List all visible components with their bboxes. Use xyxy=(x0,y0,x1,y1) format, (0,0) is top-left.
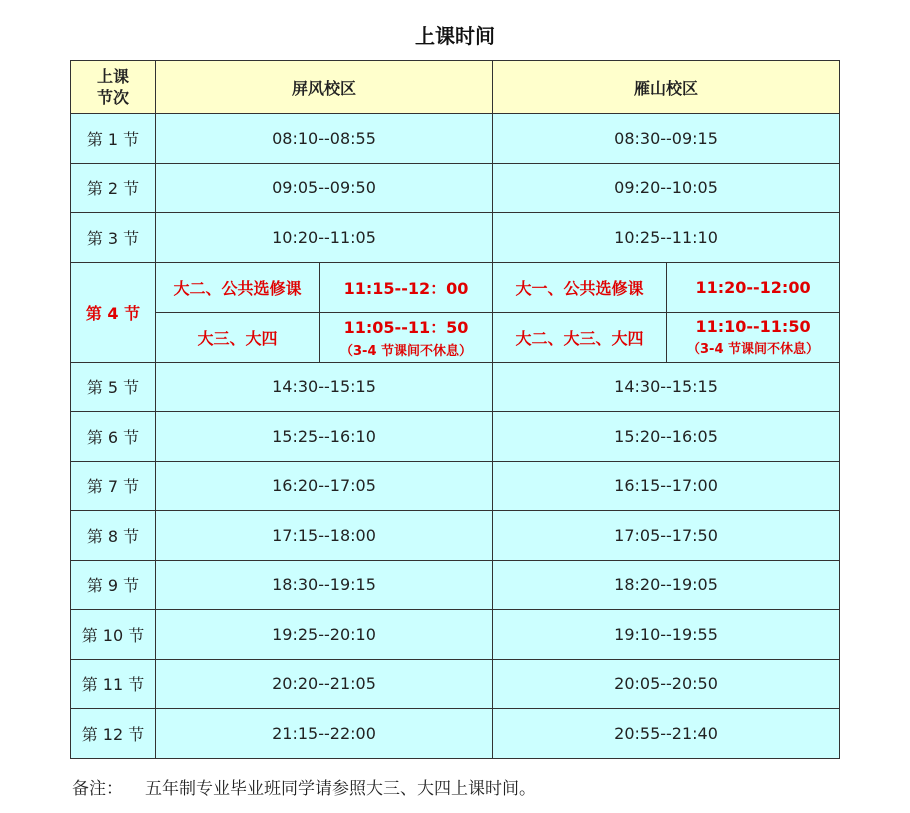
period-label: 第 1 节 xyxy=(71,114,156,164)
period-4-a1-group: 大二、公共选修课 xyxy=(156,262,320,312)
table-row xyxy=(71,560,840,610)
time-campus-a: 21:15--22:00 xyxy=(156,709,493,759)
period-label: 第 10 节 xyxy=(71,610,156,660)
time-campus-b: 14:30--15:15 xyxy=(493,362,840,412)
table-row xyxy=(71,163,840,213)
time-campus-a: 20:20--21:05 xyxy=(156,659,493,709)
header-corner-line1: 上课 xyxy=(96,67,129,86)
table-row xyxy=(71,114,840,164)
table-row xyxy=(71,362,840,412)
schedule-table xyxy=(70,60,840,759)
period-label: 第 11 节 xyxy=(71,659,156,709)
table-row xyxy=(71,709,840,759)
period-4-b2-note: （3-4 节课间不休息） xyxy=(687,342,820,357)
table-row xyxy=(71,213,840,263)
period-label: 第 5 节 xyxy=(71,362,156,412)
time-campus-a: 10:20--11:05 xyxy=(156,213,493,263)
period-label: 第 4 节 xyxy=(71,262,156,362)
period-4-a2-group: 大三、大四 xyxy=(156,312,320,362)
header-campus-b: 雁山校区 xyxy=(493,61,840,114)
time-campus-a: 15:25--16:10 xyxy=(156,412,493,462)
time-campus-b: 10:25--11:10 xyxy=(493,213,840,263)
time-campus-b: 08:30--09:15 xyxy=(493,114,840,164)
time-campus-a: 19:25--20:10 xyxy=(156,610,493,660)
period-label: 第 2 节 xyxy=(71,163,156,213)
period-label: 第 7 节 xyxy=(71,461,156,511)
time-campus-a: 09:05--09:50 xyxy=(156,163,493,213)
time-campus-a: 18:30--19:15 xyxy=(156,560,493,610)
table-row xyxy=(71,461,840,511)
table-row xyxy=(71,511,840,561)
period-4-b1-time: 11:20--12:00 xyxy=(667,262,840,312)
period-label: 第 12 节 xyxy=(71,709,156,759)
period-4-b2-time-cell xyxy=(667,312,840,362)
time-campus-b: 19:10--19:55 xyxy=(493,610,840,660)
footnote-text: 五年制专业毕业班同学请参照大三、大四上课时间。 xyxy=(145,779,536,799)
header-row xyxy=(71,61,840,114)
footnote xyxy=(72,774,536,799)
time-campus-b: 18:20--19:05 xyxy=(493,560,840,610)
period-label: 第 6 节 xyxy=(71,412,156,462)
header-corner-cell xyxy=(71,61,156,114)
period-4-a1-time: 11:15--12：00 xyxy=(320,262,493,312)
time-campus-a: 17:15--18:00 xyxy=(156,511,493,561)
period-4-row-2 xyxy=(71,312,840,362)
period-4-b2-group: 大二、大三、大四 xyxy=(493,312,667,362)
header-corner-line2: 节次 xyxy=(96,88,129,107)
footnote-label: 备注： xyxy=(72,779,123,799)
time-campus-b: 15:20--16:05 xyxy=(493,412,840,462)
period-4-a2-note: （3-4 节课间不休息） xyxy=(340,344,473,359)
table-row xyxy=(71,610,840,660)
time-campus-a: 08:10--08:55 xyxy=(156,114,493,164)
period-4-b2-time: 11:10--11:50 xyxy=(695,317,811,336)
table-row xyxy=(71,412,840,462)
time-campus-b: 20:05--20:50 xyxy=(493,659,840,709)
table-row xyxy=(71,659,840,709)
period-4-a2-time: 11:05--11：50 xyxy=(343,318,469,337)
time-campus-b: 16:15--17:00 xyxy=(493,461,840,511)
period-4-row-1 xyxy=(71,262,840,312)
period-label: 第 9 节 xyxy=(71,560,156,610)
time-campus-a: 16:20--17:05 xyxy=(156,461,493,511)
period-4-a2-time-cell xyxy=(320,312,493,362)
page-title: 上课时间 xyxy=(415,24,495,48)
period-label: 第 3 节 xyxy=(71,213,156,263)
time-campus-b: 20:55--21:40 xyxy=(493,709,840,759)
period-label: 第 8 节 xyxy=(71,511,156,561)
period-4-b1-group: 大一、公共选修课 xyxy=(493,262,667,312)
time-campus-b: 17:05--17:50 xyxy=(493,511,840,561)
time-campus-a: 14:30--15:15 xyxy=(156,362,493,412)
time-campus-b: 09:20--10:05 xyxy=(493,163,840,213)
header-campus-a: 屏风校区 xyxy=(156,61,493,114)
